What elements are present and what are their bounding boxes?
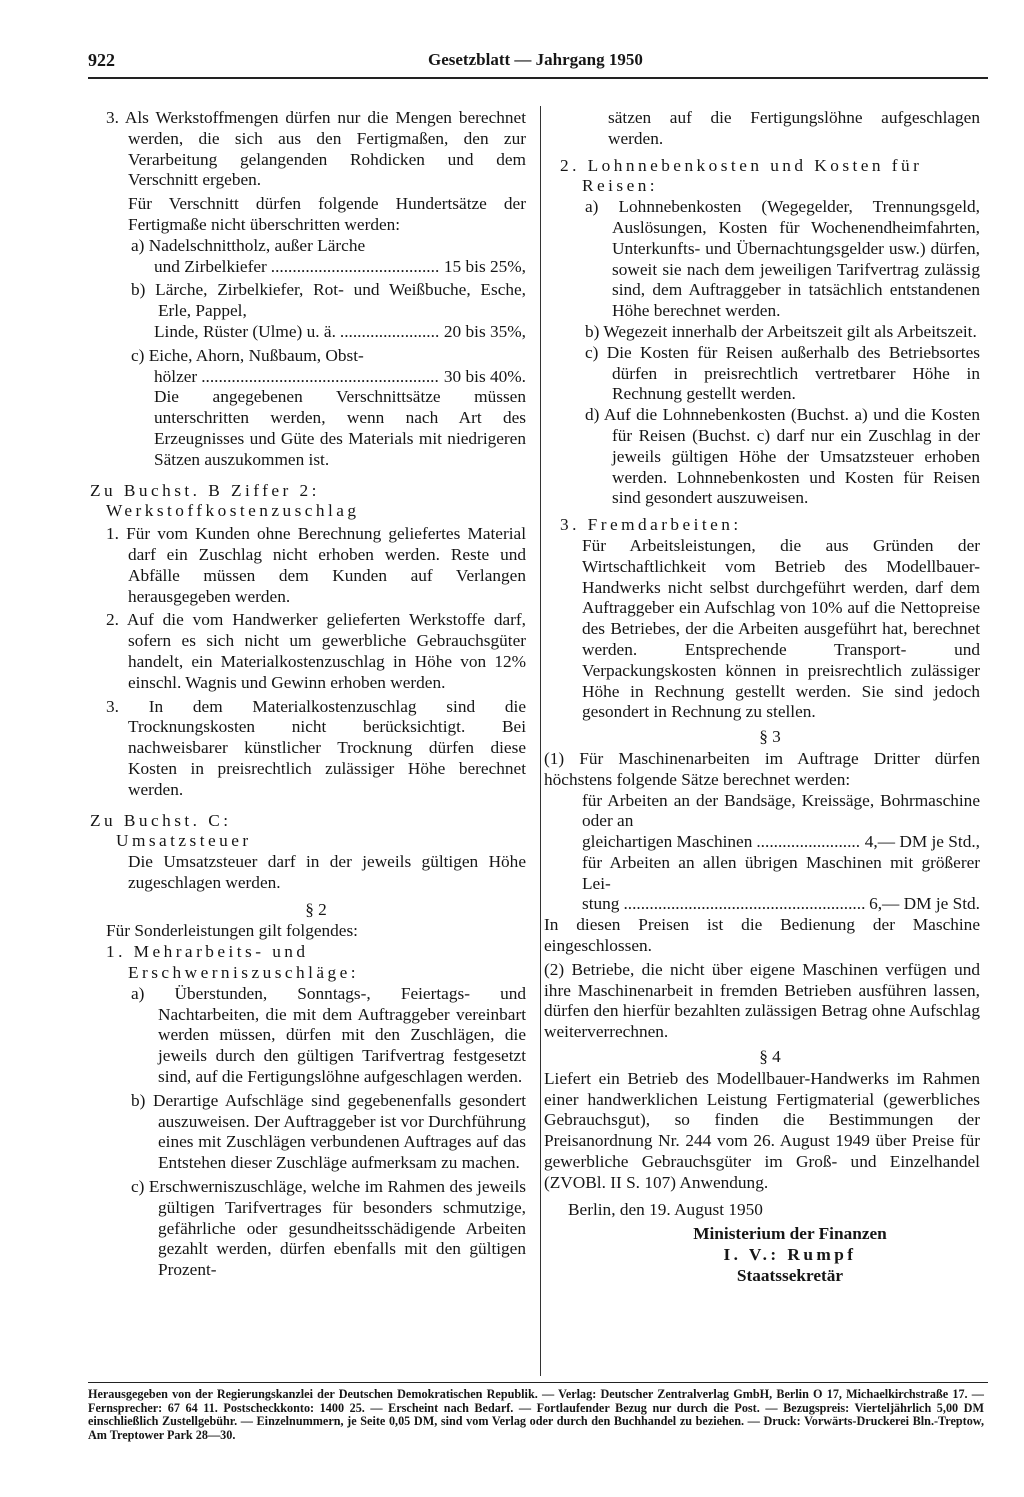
section-3-rate-2 (560, 894, 980, 915)
section-3-rate-1-text: für Arbeiten an der Bandsäge, Kreissäge, Bohrmaschine oder an (582, 790, 980, 831)
list-c-label: hölzer (154, 366, 198, 386)
list-a-label: und Zirbelkiefer (154, 256, 267, 276)
page-number: 922 (88, 50, 115, 70)
section-2-2-title: 2. Lohnnebenkosten und Kosten für Reisen: (560, 155, 923, 196)
footer-rule (88, 1382, 988, 1383)
rate-1-label: gleichartigen Maschinen (582, 832, 753, 852)
section-2-3-text: Für Arbeitsleistungen, die aus Gründen der Wirtschaftlichkeit vom Betrieb des Modellbauer-Handwerks nicht selbst durchgeführt werden, darf dem Auftraggeber ein Aufschlag von 10% auf die Nettopreise des Betriebes, der die Arbeiten ausgeführt hat, berechnet werden. Entsprechende Transport- und Verpackungskosten können in preisrechtlich zulässiger Höhe in Rechnung gestellt werden. Sie sind jedoch gesondert in Rechnung zu stellen. (582, 535, 980, 722)
section-2-1-a: a) Überstunden, Sonntags-, Feiertags- und Nachtarbeiten, die mit dem Auftraggeber vereinbart werden müssen, dürfen mit den Zuschlägen, die jeweils durch den gültigen Tarifvertrag festgesetzt sind, auf die Fertigungslöhne aufgeschlagen werden. (131, 983, 526, 1087)
section-3-rate-1 (560, 832, 980, 853)
section-2-2-a: a) Lohnnebenkosten (Wegegelder, Trennungsgeld, Auslösungen, Kosten für Wochenendheimfahrten, Unterkunfts- und Übernachtungsgelder usw.) dürfen, soweit sie nach dem jeweiligen Tarifvertrag zulässig sind, dem Auftraggeber in tatsächlich entstandenen Höhe berechnet werden. (585, 197, 980, 321)
list-b-row (106, 322, 526, 343)
section-2-title: § 2 (305, 899, 327, 919)
signature-ministry: Ministerium der Finanzen (693, 1224, 887, 1244)
section-2-1-b: b) Derartige Aufschläge sind gegebenenfalls gesondert auszuweisen. Der Auftraggeber ist vor Durchführung eines mit Zuschlägen verbundenen Auftrages auf das Entstehen dieser Zuschläge aufmerksam zu machen. (131, 1090, 526, 1173)
leader-dots (340, 322, 440, 343)
section-4-title: § 4 (759, 1047, 781, 1067)
b2-item-3: 3. In dem Materialkostenzuschlag sind die Trocknungskosten nicht berücksichtigt. Bei nachweisbarer künstlicher Trocknung dürfen diese Kosten in preisrechtlich zulässiger Höhe berechnet werden. (106, 696, 526, 799)
header-rule (88, 77, 988, 79)
imprint-footer: Herausgegeben von der Regierungskanzlei der Deutschen Demokratischen Republik. — Verlag: Deutscher Zentralverlag GmbH, Berlin O 17, Michaelkirchstraße 17. — Fernsprecher: 67 64 11. Postscheckkonto: 1400 25. — Erscheint nach Bedarf. — Fortlaufender Bezug nur durch die Post. — Bezugspreis: Vierteljährlich 5,00 DM einschließlich Zustellgebühr. — Einzelnummern, je Seite 0,05 DM, sind vom Verlag oder durch den Buchhandel zu beziehen. — Druck: Vorwärts-Druckerei Bln.-Treptow, Am Treptower Park 28—30. (88, 1387, 984, 1443)
leader-dots (623, 894, 865, 915)
column-divider (540, 106, 541, 1376)
list-c-row (106, 367, 526, 388)
b2-item-2: 2. Auf die vom Handwerker gelieferten Werkstoffe darf, sofern es sich nicht um gewerbliche Gebrauchsgüter handelt, ein Materialkostenzuschlag in Höhe von 12% einschl. Wagnis und Gewinn erhoben werden. (106, 610, 526, 692)
section-2-1-c-cont: sätzen auf die Fertigungslöhne aufgeschlagen werden. (608, 108, 980, 148)
rate-2-value: 6,— DM je Std. (869, 894, 980, 914)
item-3-intro: Für Verschnitt dürfen folgende Hundertsätze der Fertigmaße nicht überschritten werden: (128, 194, 526, 234)
signature-role: Staatssekretär (736, 1266, 844, 1286)
section-3-para-1-end: In diesen Preisen ist die Bedienung der Maschine eingeschlossen. (544, 915, 980, 956)
leader-dots (756, 832, 860, 853)
section-3-para-1: (1) Für Maschinenarbeiten im Auftrage Dritter dürfen höchstens folgende Sätze berechnet werden: (544, 748, 980, 789)
section-2-intro: Für Sonderleistungen gilt folgendes: (106, 921, 358, 941)
list-b-line1: b) Lärche, Zirbelkiefer, Rot- und Weißbuche, Esche, Erle, Pappel, (131, 280, 526, 321)
list-c-line1: c) Eiche, Ahorn, Nußbaum, Obst- (131, 345, 364, 365)
umsatzsteuer-text: Die Umsatzsteuer darf in der jeweils gültigen Höhe zugeschlagen werden. (128, 852, 526, 892)
werkstoff-heading: Werkstoffkostenzuschlag (106, 501, 360, 521)
list-a-line1: a) Nadelschnittholz, außer Lärche (131, 235, 366, 255)
b2-item-1: 1. Für vom Kunden ohne Berechnung geliefertes Material darf ein Zuschlag nicht erhoben werden. Reste und Abfälle müssen dem Kunden auf Verlangen herausgegeben werden. (106, 524, 526, 606)
section-2-2-d: d) Auf die Lohnnebenkosten (Buchst. a) und die Kosten für Reisen (Buchst. c) darf nur ein Zuschlag in der jeweils gültigen Höhe der Umsatzsteuer erhoben werden. Lohnnebenkosten und Kosten für Reisen sind gesondert auszuweisen. (585, 405, 980, 508)
rate-1-value: 4,— DM je Std., (864, 832, 980, 852)
list-b-value: 20 bis 35%, (443, 321, 526, 341)
zu-buchst-c-heading: Zu Buchst. C: (90, 810, 232, 830)
running-title: Gesetzblatt — Jahrgang 1950 (428, 50, 643, 69)
item-3: 3. Als Werkstoffmengen dürfen nur die Mengen berechnet werden, die sich aus den Fertigmaßen, den zur Verarbeitung gelangenden Rohdicken und dem Verschnitt ergeben. (106, 108, 526, 190)
section-2-2-c: c) Die Kosten für Reisen außerhalb des Betriebsortes dürfen in preisrechtlich vertretbarer Höhe in Rechnung gestellt werden. (585, 342, 980, 404)
umsatzsteuer-title: Umsatzsteuer (116, 831, 252, 851)
leader-dots (271, 257, 440, 278)
list-b-label: Linde, Rüster (Ulme) u. ä. (154, 321, 336, 341)
section-3-para-2: (2) Betriebe, die nicht über eigene Maschinen verfügen und ihre Maschinenarbeit in fremden Betrieben ausführen lassen, dürfen den hierfür bezahlten zulässigen Betrag ohne Aufschlag weiterverrechnen. (544, 959, 980, 1042)
left-column (90, 108, 526, 1281)
section-2-3-title: 3. Fremdarbeiten: (560, 515, 742, 535)
section-2-1-title: 1. Mehrarbeits- und Erschwerniszuschläge: (106, 942, 360, 983)
section-2-2-b: b) Wegezeit innerhalb der Arbeitszeit gilt als Arbeitszeit. (585, 321, 977, 341)
leader-dots (201, 367, 440, 388)
section-2-1-c: c) Erschwerniszuschläge, welche im Rahmen des jeweils gültigen Tarifvertrages für besonders schmutzige, gefährliche oder gesundheitsschädigende Arbeiten gezahlt werden, dürfen ebenfalls mit den gültigen Prozent- (131, 1177, 526, 1280)
right-column (544, 108, 980, 1287)
list-a-value: 15 bis 25%, (443, 256, 526, 276)
date-line: Berlin, den 19. August 1950 (568, 1199, 763, 1219)
page-header (88, 50, 984, 80)
zu-buchst-b-heading: Zu Buchst. B Ziffer 2: (90, 480, 320, 500)
signature-name: I. V.: Rumpf (723, 1245, 857, 1265)
list-a-row (106, 257, 526, 278)
item-3-note: Die angegebenen Verschnittsätze müssen unterschritten werden, wenn nach Art des Erzeugnisses und Güte des Materials mit niedrigeren Sätzen auszukommen ist. (154, 387, 526, 469)
section-4-text: Liefert ein Betrieb des Modellbauer-Handwerks im Rahmen einer handwerklichen Leistung Fertigmaterial (gewerbliches Gebrauchsgut), so finden die Bestimmungen der Preisanordnung Nr. 244 vom 26. August 1949 über Preise für gewerbliche Gebrauchsgüter im Groß- und Einzelhandel (ZVOBl. II S. 107) Anwendung. (544, 1068, 980, 1192)
list-c-value: 30 bis 40%. (443, 366, 526, 386)
rate-2-label: stung (582, 894, 620, 914)
section-3-rate-2-text: für Arbeiten an allen übrigen Maschinen mit größerer Lei- (582, 852, 980, 893)
section-3-title: § 3 (759, 727, 781, 747)
